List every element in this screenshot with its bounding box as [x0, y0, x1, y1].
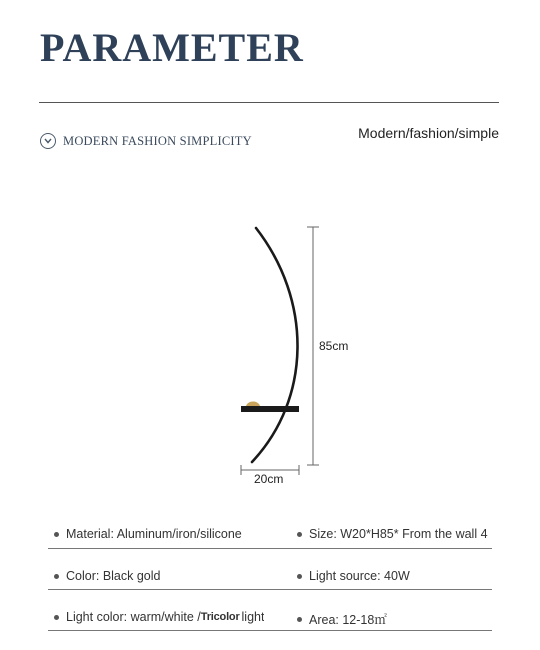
bullet-icon [297, 617, 302, 622]
spec-light-source: Light source: 40W [297, 569, 410, 583]
width-label: 20cm [254, 472, 284, 486]
row-divider [48, 630, 492, 631]
bullet-icon [54, 574, 59, 579]
row-divider [48, 589, 492, 590]
lamp-arc [252, 228, 298, 462]
lamp-shelf [241, 406, 299, 412]
spec-area: Area: 12-18㎡ [297, 610, 387, 628]
spec-color: Color: Black gold [54, 569, 161, 583]
bullet-icon [54, 532, 59, 537]
spec-light-color: Light color: warm/white / Tricolor light [54, 610, 264, 624]
gold-knob [246, 402, 260, 407]
spec-material: Material: Aluminum/iron/silicone [54, 527, 242, 541]
style-description: Modern/fashion/simple [358, 125, 499, 141]
row-divider [48, 548, 492, 549]
spec-size: Size: W20*H85* From the wall 4 [297, 527, 540, 541]
subtitle-text: MODERN FASHION SIMPLICITY [63, 133, 252, 148]
bullet-icon [297, 574, 302, 579]
bullet-icon [297, 532, 302, 537]
page-title: PARAMETER [40, 25, 304, 70]
height-label: 85cm [319, 339, 349, 353]
bullet-icon [54, 615, 59, 620]
